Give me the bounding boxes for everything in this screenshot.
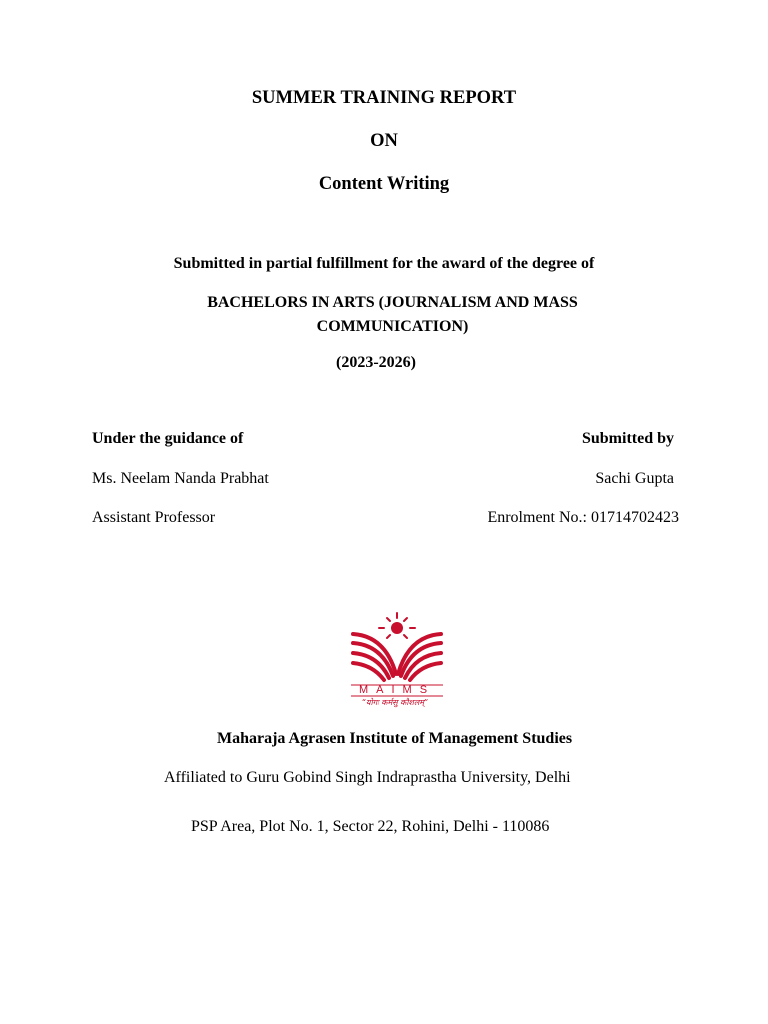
guide-name: Ms. Neelam Nanda Prabhat — [92, 470, 269, 487]
report-subject: Content Writing — [318, 174, 450, 194]
institute-name: Maharaja Agrasen Institute of Management Studies — [217, 730, 573, 747]
logo-text: MAIMS — [358, 684, 436, 696]
student-enrolment: Enrolment No.: 01714702423 — [487, 509, 679, 526]
report-title: SUMMER TRAINING REPORT — [251, 88, 517, 108]
guidance-heading: Under the guidance of — [92, 430, 244, 447]
institute-address: PSP Area, Plot No. 1, Sector 22, Rohini, Delhi - 110086 — [191, 818, 550, 835]
student-name: Sachi Gupta — [595, 470, 674, 487]
submitted-by-heading: Submitted by — [581, 430, 674, 447]
logo-motto: “योगः कर्मसु कौशलम्” — [361, 698, 429, 707]
institute-affiliation: Affiliated to Guru Gobind Singh Indraprastha University, Delhi — [164, 769, 571, 786]
report-on: ON — [370, 131, 398, 151]
degree-years: (2023-2026) — [336, 354, 416, 371]
degree-name: BACHELORS IN ARTS (JOURNALISM AND MASS COMMUNICATION) — [207, 294, 578, 335]
maims-logo — [340, 610, 450, 712]
guide-designation: Assistant Professor — [92, 509, 216, 526]
submission-statement: Submitted in partial fulfillment for the award of the degree of — [173, 255, 595, 272]
